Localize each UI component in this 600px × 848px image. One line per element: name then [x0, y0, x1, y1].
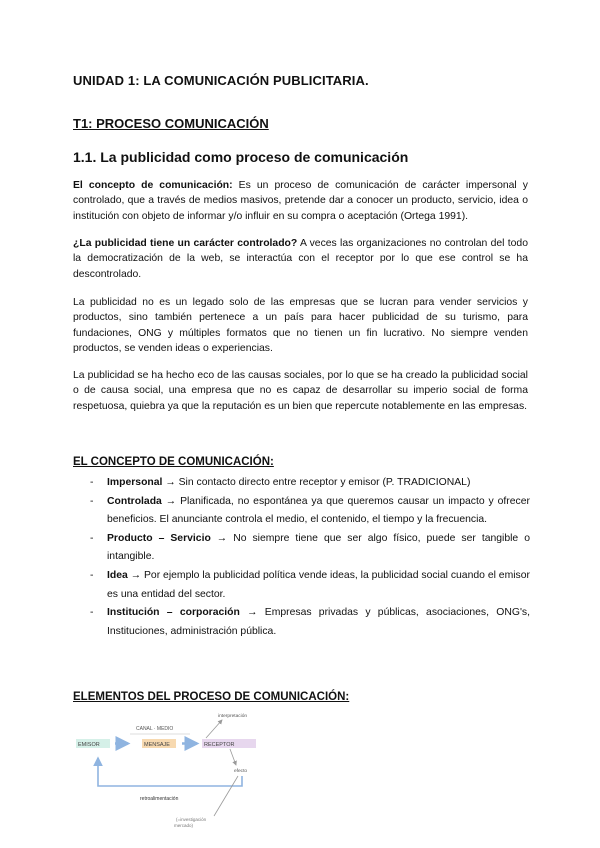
unit-heading: UNIDAD 1: LA COMUNICACIÓN PUBLICITARIA. — [73, 73, 369, 88]
list-item-desc: → Empresas privadas y públicas, asociaciones, ONG's, Instituciones, administración pública. — [107, 607, 531, 637]
bullet-dash: - — [90, 569, 94, 581]
list-item-desc: → No siempre tiene que ser algo físico, puede ser tangible o intangible. — [107, 532, 530, 563]
retroalimentacion-label: retroalimentación — [140, 796, 179, 802]
concept-section-title: EL CONCEPTO DE COMUNICACIÓN: — [73, 456, 274, 468]
emisor-label: EMISOR — [78, 742, 100, 748]
paragraph-social: La publicidad se ha hecho eco de las causas sociales, por lo que se ha creado la publicidad social o de causa social, una empresa que no es capaz de desarrollar su imperio social de forma respetuosa, quiebra ya que la reputación es un bien que repercute notablemente en las empresas. — [73, 370, 528, 412]
list-item — [90, 530, 530, 567]
communication-process-diagram — [70, 710, 330, 845]
line-investigacion — [214, 776, 238, 816]
list-item-desc: → Por ejemplo la publicidad política vende ideas, la publicidad social cuando el emisor es una entidad del sector. — [107, 569, 530, 600]
list-item-term: Impersonal — [107, 477, 163, 488]
bullet-dash: - — [90, 495, 94, 507]
list-item-term: Controlada — [107, 495, 162, 507]
paragraph-legacy: La publicidad no es un legado solo de las empresas que se lucran para vender servicios y productos, sino también pertenece a un país para hacer publicidad de su turismo, para fundaciones, ONG y múltiples formatos que no tienen un fin lucrativo. No siempre venden productos, se venden ideas o experiencias. — [73, 297, 528, 355]
list-item-desc: → Planificada, no espontánea ya que queremos causar un impacto y ofrecer beneficios. El anunciante controla el medio, el contenido, el tiempo y la frecuencia. — [107, 495, 530, 526]
section-heading: 1.1. La publicidad como proceso de comunicación — [73, 149, 409, 165]
bullet-dash: - — [90, 477, 94, 488]
canal-label: CANAL · MEDIO — [136, 726, 174, 732]
bullet-dash: - — [90, 532, 94, 544]
paragraph-concept-text: Es un proceso de comunicación de carácter impersonal y controlado, que a través de medios masivos, pretende dar a conocer un producto, servicio, idea o institución con objeto de informar y/o influir en su compra o aceptación (Ortega 1991). — [73, 180, 528, 222]
investigacion-label-2: mercado) — [174, 823, 194, 828]
list-item-term: Institución – corporación — [107, 607, 240, 619]
t1-heading: T1: PROCESO COMUNICACIÓN — [73, 116, 269, 131]
list-item — [90, 567, 530, 604]
efecto-label: efecto — [234, 769, 248, 774]
interpretacion-label: interpretación — [218, 714, 248, 719]
paragraph-controlled-question: ¿La publicidad tiene un carácter controlado? — [73, 238, 298, 249]
retroalimentacion-loop — [98, 758, 242, 786]
list-item — [90, 604, 530, 641]
list-item-term: Idea — [107, 569, 128, 581]
concept-list — [90, 474, 530, 641]
elements-section-title: ELEMENTOS DEL PROCESO DE COMUNICACIÓN: — [73, 691, 350, 703]
arrow-efecto — [230, 749, 236, 765]
investigacion-label-1: (=investigación — [176, 817, 207, 822]
bullet-dash: - — [90, 607, 94, 619]
list-item-term: Producto – Servicio — [107, 532, 211, 544]
paragraph-concept — [73, 178, 528, 224]
paragraph-controlled — [73, 236, 528, 282]
list-item — [90, 493, 530, 530]
list-item-desc: → Sin contacto directo entre receptor y emisor (P. TRADICIONAL) — [162, 477, 471, 488]
receptor-label: RECEPTOR — [204, 742, 235, 748]
list-item — [90, 474, 530, 493]
paragraph-controlled-text: A veces las organizaciones no controlan del todo la democratización de la web, se interactúa con el receptor por lo que ese control se ha descontrolado. — [73, 238, 528, 280]
paragraph-concept-term: El concepto de comunicación: — [73, 180, 233, 191]
arrow-interpretacion — [206, 720, 222, 738]
mensaje-label: MENSAJE — [144, 742, 170, 748]
